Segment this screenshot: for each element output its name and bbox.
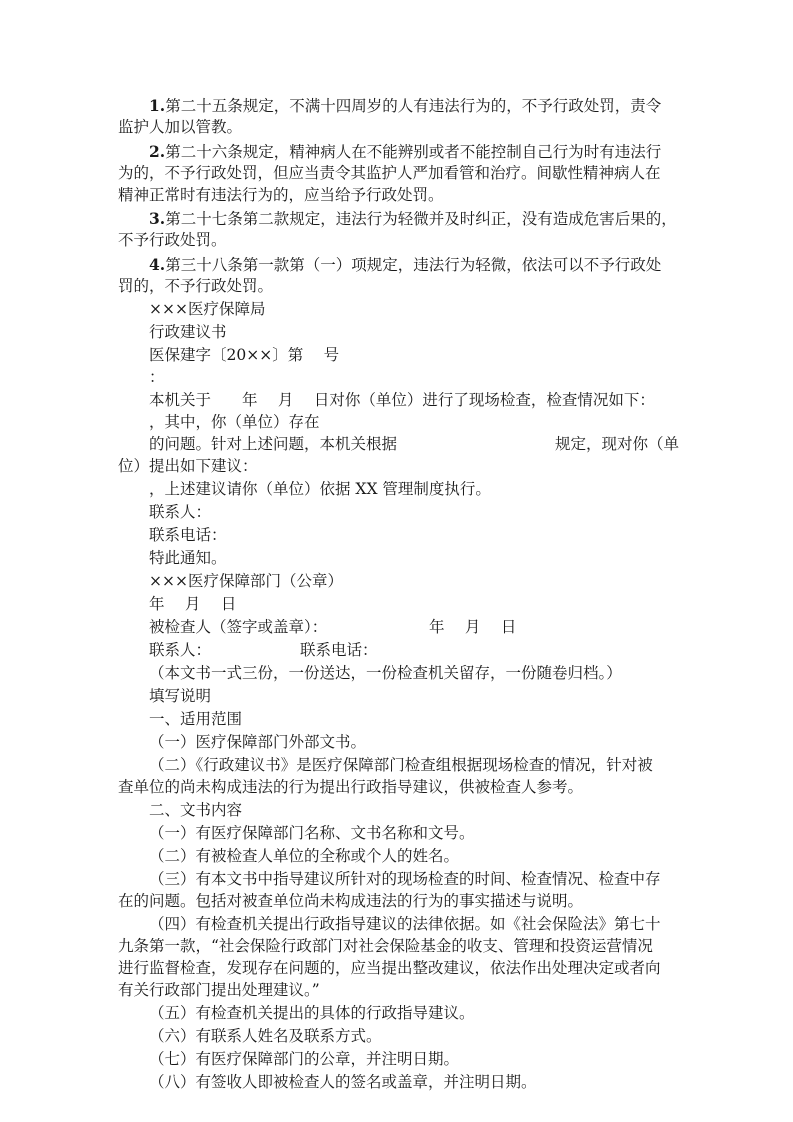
para-1-text: 第二十五条规定，不满十四周岁的人有违法行为的，不予行政处罚，责令	[165, 97, 662, 115]
para-3-number: 3.	[149, 209, 166, 228]
para-2-number: 2.	[149, 142, 166, 161]
document-page: 1.第二十五条规定，不满十四周岁的人有违法行为的，不予行政处罚，责令 监护人加以管教。 2.第二十六条规定，精神病人在不能辨别或者不能控制自己行为时有违法行 为的，不予行政处罚，但应当责令其监护人严加看管和治疗。间歇性精神病人在 精神正常时有违法行为的，应当给予行政处罚。 3.第二十七条第二款规定，违法行为轻微并及时纠正，没有造成危害后果的， 不予行政处罚。 4.第三十八条第一款第（一）项规定，违法行为轻微，依法可以不予行政处 罚的，不予行政处罚。 ×××医疗保障局 行政建议书 医保建字〔20××〕第 号 ： 本机关于 年 月 日对你（单位）进行了现场检查，检查情况如下： ，其中，你（单位）存在 的问题。针对上述问题，本机关根据 规定，现对你（单 位）提出如下建议： ，上述建议请你（单位）依据 XX 管理制度执行。 联系人： 联系电话： 特此通知。 ×××医疗保障部门（公章） 年 月 日 被检查人（签字或盖章）： 年 月 日 联系人： 联系电话： （本文书一式三份，一份送达，一份检查机关留存，一份随卷归档。） 填写说明 一、适用范围 （一）医疗保障部门外部文书。 （二）《行政建议书》是医疗保障部门检查组根据现场检查的情况，针对被 查单位的尚未构成违法的行为提出行政指导建议，供被检查人参考。 二、文书内容 （一）有医疗保障部门名称、文书名称和文号。 （二）有被检查人单位的全称或个人的姓名。 （三）有本文书中指导建议所针对的现场检查的时间、检查情况、检查中存 在的问题。包括对被查单位尚未构成违法的行为的事实描述与说明。 （四）有检查机关提出行政指导建议的法律依据。如《社会保险法》第七十 九条第一款，“社会保险行政部门对社会保险基金的收支、管理和投资运营情况 进行监督检查，发现存在问题的，应当提出整改建议，依法作出处理决定或者向 有关行政部门提出处理建议。” （五）有检查机关提出的具体的行政指导建议。 （六）有联系人姓名及联系方式。 （七）有医疗保障部门的公章，并注明日期。 （八）有签收人即被检查人的签名或盖章，并注明日期。	[118, 96, 680, 1091]
para-4-number: 4.	[149, 255, 166, 274]
para-1-number: 1.	[149, 96, 166, 115]
